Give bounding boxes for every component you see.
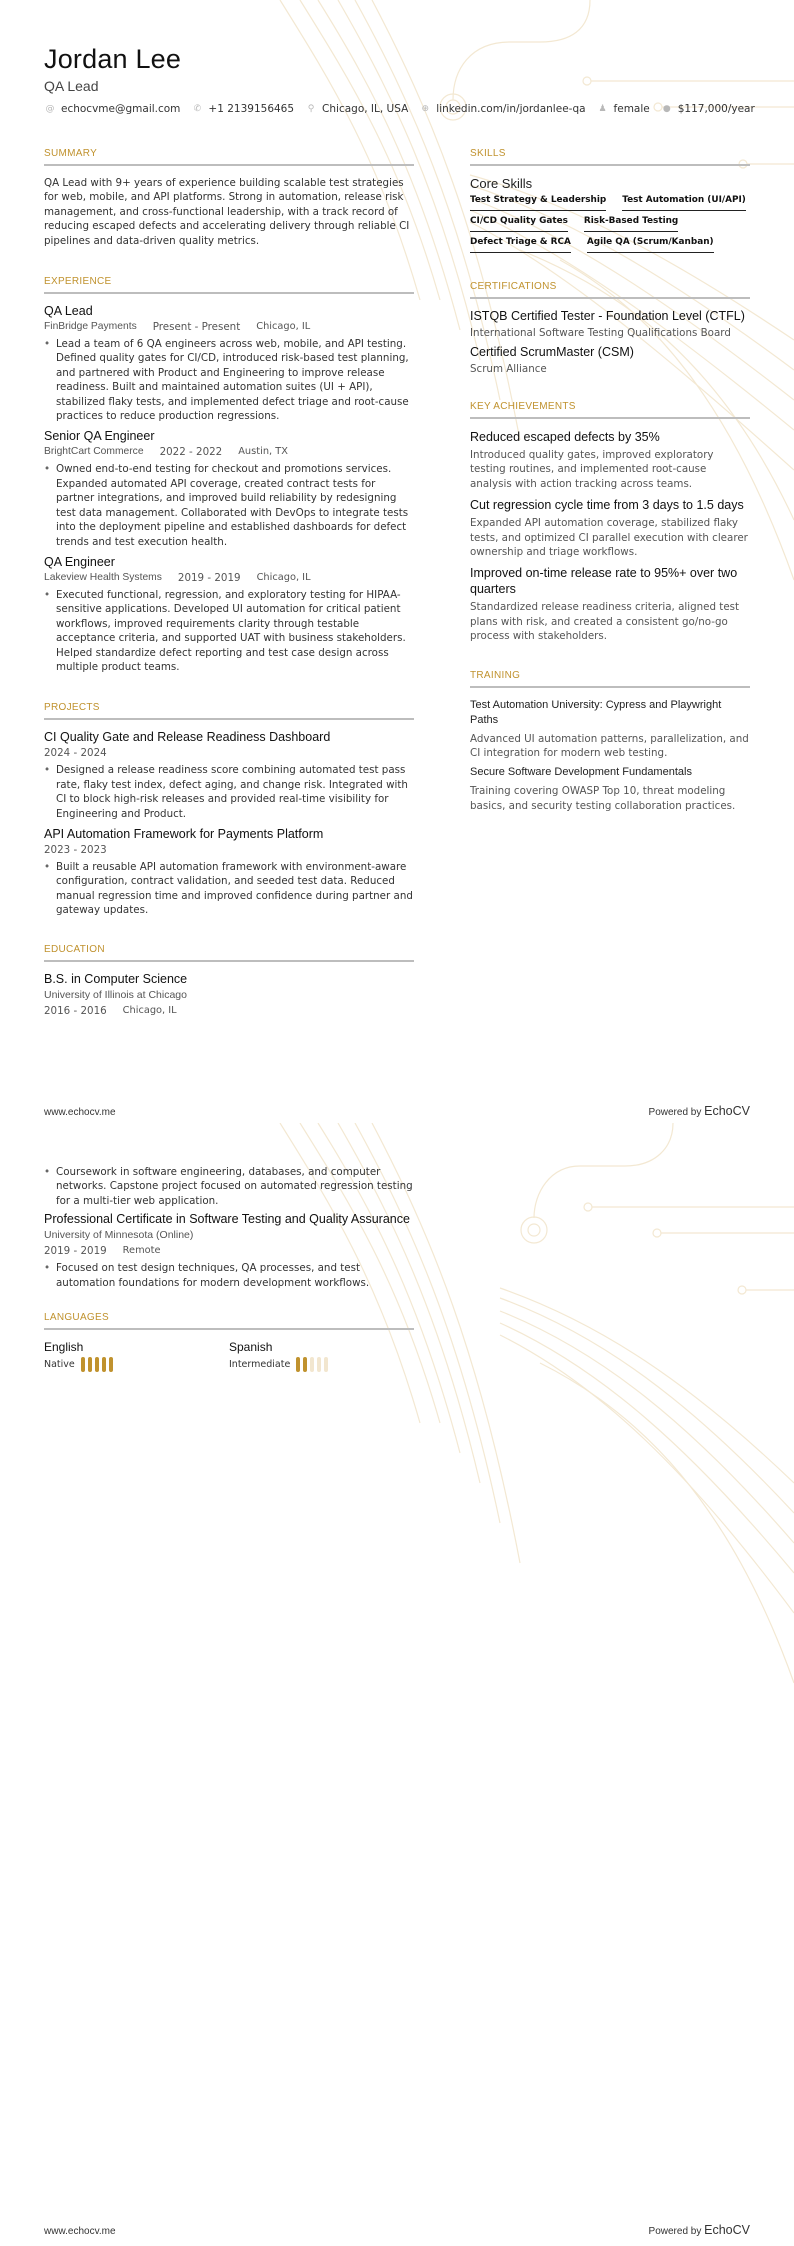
job-role: Senior QA Engineer xyxy=(44,429,155,444)
training-desc: Training covering OWASP Top 10, threat modeling basics, and security testing collaboration practices. xyxy=(470,785,736,812)
project-item xyxy=(44,827,414,918)
education-item xyxy=(44,1212,414,1290)
language-name: Spanish xyxy=(229,1340,273,1355)
achievement-desc: Expanded API automation coverage, stabilized flaky tests, and optimized CI parallel execution with clearer ownership and triage workflows. xyxy=(470,517,748,559)
footer-brand-link[interactable]: EchoCV xyxy=(704,1104,750,1118)
education-item xyxy=(44,972,414,1017)
section-title: SUMMARY xyxy=(44,148,98,159)
candidate-name: Jordan Lee xyxy=(44,44,182,74)
experience-item xyxy=(44,429,414,548)
section-divider xyxy=(470,297,750,299)
section-title: TRAINING xyxy=(470,669,521,681)
language-item xyxy=(229,1340,414,1372)
section-divider xyxy=(44,292,414,294)
footer-website-link[interactable]: www.echocv.me xyxy=(44,2226,116,2237)
skill-tag: Defect Triage & RCA xyxy=(470,237,571,253)
skill-tag: CI/CD Quality Gates xyxy=(470,216,568,232)
certification-issuer: Scrum Alliance xyxy=(470,363,547,375)
degree-name: Professional Certificate in Software Testing and Quality Assurance xyxy=(44,1212,410,1227)
project-dates: 2023 - 2023 xyxy=(44,843,107,856)
section-title: KEY ACHIEVEMENTS xyxy=(470,401,576,412)
language-level: Native xyxy=(44,1359,75,1371)
job-company: FinBridge Payments xyxy=(44,321,137,333)
certifications-section xyxy=(470,281,750,375)
project-item xyxy=(44,730,414,821)
section-divider xyxy=(44,960,414,962)
bullet-icon: • xyxy=(44,463,51,476)
job-bullet: • Executed functional, regression, and exploratory testing for HIPAA-sensitive applications. Developed UI automation for critical patient workflows, improved requirements clarity through testable acceptance criteria, and supported UAT with business stakeholders. Helped standardize defect reporting and test case design across multiple product teams. xyxy=(44,588,406,673)
bullet-icon: • xyxy=(44,1262,51,1275)
projects-section xyxy=(44,702,414,917)
section-divider xyxy=(44,1328,414,1330)
languages-section xyxy=(44,1312,414,1372)
salary-icon: ● xyxy=(662,104,671,114)
job-bullet: • Owned end-to-end testing for checkout and promotions services. Expanded automated API coverage, created contract tests for partner integrations, and improved build reliability by redesigning test data management. Collaborated with DevOps to integrate tests into the deployment pipeline and established dashboards for defect trends and test execution health. xyxy=(44,463,409,548)
bullet-icon: • xyxy=(44,860,51,873)
school-name: University of Minnesota (Online) xyxy=(44,1229,194,1242)
job-location: Austin, TX xyxy=(238,446,288,458)
footer-powered-by: Powered by EchoCV xyxy=(648,2223,750,2237)
job-dates: Present - Present xyxy=(152,321,241,334)
footer-website-link[interactable]: www.echocv.me xyxy=(44,1107,116,1118)
job-meta xyxy=(44,321,414,333)
certification-name: Certified ScrumMaster (CSM) xyxy=(470,345,634,359)
achievements-section xyxy=(470,401,750,644)
project-bullet: • Built a reusable API automation framework with environment-aware configuration, contract validation, and seeded test data. Reduced manual regression time and improved confidence during partner and gateway updates. xyxy=(44,860,413,917)
candidate-title: QA Lead xyxy=(44,78,99,94)
bullet-icon: • xyxy=(44,338,51,351)
training-desc: Advanced UI automation patterns, parallelization, and CI integration for modern web testing. xyxy=(470,732,749,760)
contact-gender: ♟ female xyxy=(598,103,650,115)
section-title: CERTIFICATIONS xyxy=(470,281,557,292)
section-title: SKILLS xyxy=(470,148,506,159)
job-location: Chicago, IL xyxy=(256,321,311,333)
experience-section xyxy=(44,276,414,674)
skill-tag: Test Automation (UI/API) xyxy=(622,195,746,211)
section-divider xyxy=(470,686,750,688)
job-role: QA Engineer xyxy=(44,554,115,569)
contact-bar xyxy=(44,103,766,115)
language-name: English xyxy=(44,1340,84,1355)
certification-issuer: International Software Testing Qualifications Board xyxy=(470,327,731,339)
location-pin-icon: ⚲ xyxy=(307,104,315,114)
section-divider xyxy=(44,718,414,720)
language-item xyxy=(44,1340,229,1372)
skill-group-title: Core Skills xyxy=(470,176,533,191)
project-name: CI Quality Gate and Release Readiness Dashboard xyxy=(44,730,331,745)
summary-section xyxy=(44,148,414,248)
page-footer xyxy=(44,2223,750,2237)
contact-linkedin[interactable]: ⊕ linkedin.com/in/jordanlee-qa xyxy=(419,103,585,115)
education-bullet: • Coursework in software engineering, databases, and computer networks. Capstone project focused on automated regression testing for a multi-tier web application. xyxy=(44,1166,413,1207)
experience-item xyxy=(44,555,414,674)
footer-powered-by: Powered by EchoCV xyxy=(648,1104,750,1118)
education-location: Chicago, IL xyxy=(122,1004,177,1016)
section-title: PROJECTS xyxy=(44,702,100,714)
right-column xyxy=(470,148,750,818)
education-dates: 2019 - 2019 xyxy=(44,1245,107,1258)
summary-text: QA Lead with 9+ years of experience building scalable test strategies for web, mobile, and API platforms. Strong in automation, release risk management, and cross-functional leadership, with a track record of reducing escaped defects and accelerating delivery through reliable CI pipelines and data-driven quality metrics. xyxy=(44,177,410,247)
achievement-title: Cut regression cycle time from 3 days to 1.5 days xyxy=(470,498,744,513)
education-section xyxy=(44,944,414,1017)
job-bullet: • Lead a team of 6 QA engineers across web, mobile, and API testing. Defined quality gates for CI/CD, introduced risk-based test planning, and partnered with Product and Engineering to improve release readiness. Built and maintained automation suites (UI + API), stabilized flaky tests, and implemented defect triage and root-cause practices to reduce production regressions. xyxy=(44,338,409,423)
project-dates: 2024 - 2024 xyxy=(44,747,107,760)
section-title: EXPERIENCE xyxy=(44,276,112,288)
education-dates: 2016 - 2016 xyxy=(44,1004,107,1017)
section-title: LANGUAGES xyxy=(44,1312,109,1324)
bullet-icon: • xyxy=(44,1166,51,1178)
left-column xyxy=(44,148,414,1021)
skill-tag: Agile QA (Scrum/Kanban) xyxy=(587,237,714,253)
phone-icon: ✆ xyxy=(193,104,202,114)
left-column-continued xyxy=(44,1165,414,1372)
contact-location: ⚲ Chicago, IL, USA xyxy=(305,103,408,115)
section-divider xyxy=(470,164,750,166)
training-section xyxy=(470,670,750,814)
section-divider xyxy=(44,164,414,166)
at-icon: @ xyxy=(45,104,55,114)
job-role: QA Lead xyxy=(44,304,93,319)
footer-brand-link[interactable]: EchoCV xyxy=(704,2223,750,2237)
skill-tag: Test Strategy & Leadership xyxy=(470,195,606,211)
contact-salary: ● $117,000/year xyxy=(661,103,755,115)
job-dates: 2022 - 2022 xyxy=(159,446,223,459)
contact-phone[interactable]: ✆ +1 2139156465 xyxy=(191,103,294,115)
certification-name: ISTQB Certified Tester - Foundation Level (CTFL) xyxy=(470,309,745,323)
job-meta xyxy=(44,572,414,584)
achievement-desc: Standardized release readiness criteria, aligned test plans with risk, and created a consistent go/no-go process with stakeholders. xyxy=(470,601,740,643)
section-title: EDUCATION xyxy=(44,943,105,955)
education-location: Remote xyxy=(122,1245,161,1257)
bullet-icon: • xyxy=(44,588,51,601)
resume-page-2 xyxy=(0,1123,794,2246)
proficiency-bars-icon xyxy=(296,1357,328,1372)
language-level: Intermediate xyxy=(229,1359,291,1371)
contact-email[interactable]: @ echocvme@gmail.com xyxy=(45,103,181,115)
skill-list xyxy=(470,195,750,253)
project-name: API Automation Framework for Payments Platform xyxy=(44,826,324,841)
language-list xyxy=(44,1340,414,1372)
skills-section xyxy=(470,148,750,253)
person-icon: ♟ xyxy=(598,104,607,114)
training-title: Secure Software Development Fundamentals xyxy=(470,766,692,779)
page-footer xyxy=(44,1104,750,1118)
achievement-title: Improved on-time release rate to 95%+ over two quarters xyxy=(470,566,738,597)
experience-item xyxy=(44,304,414,423)
job-company: Lakeview Health Systems xyxy=(44,571,162,583)
job-meta xyxy=(44,446,414,458)
school-name: University of Illinois at Chicago xyxy=(44,988,187,1001)
education-meta xyxy=(44,1245,414,1257)
achievement-desc: Introduced quality gates, improved exploratory testing routines, and implemented root-cause analysis with action tracking across teams. xyxy=(470,449,714,490)
skill-tag: Risk-Based Testing xyxy=(584,216,678,232)
job-location: Chicago, IL xyxy=(256,571,311,583)
proficiency-bars-icon xyxy=(81,1357,113,1372)
bullet-icon: • xyxy=(44,764,51,777)
globe-icon: ⊕ xyxy=(421,104,430,114)
education-bullet: • Focused on test design techniques, QA processes, and test automation foundations for modern development workflows. xyxy=(44,1262,370,1289)
achievement-title: Reduced escaped defects by 35% xyxy=(470,430,660,444)
project-bullet: • Designed a release readiness score combining automated test pass rate, flaky test index, defect aging, and change risk. Integrated with CI to block high-risk releases and provided real-time visibility for Engineering and Product. xyxy=(44,764,408,820)
job-dates: 2019 - 2019 xyxy=(177,571,241,584)
job-company: BrightCart Commerce xyxy=(44,446,144,458)
degree-name: B.S. in Computer Science xyxy=(44,971,188,986)
section-divider xyxy=(470,417,750,419)
training-title: Test Automation University: Cypress and Playwright Paths xyxy=(470,698,722,726)
education-meta xyxy=(44,1005,414,1017)
